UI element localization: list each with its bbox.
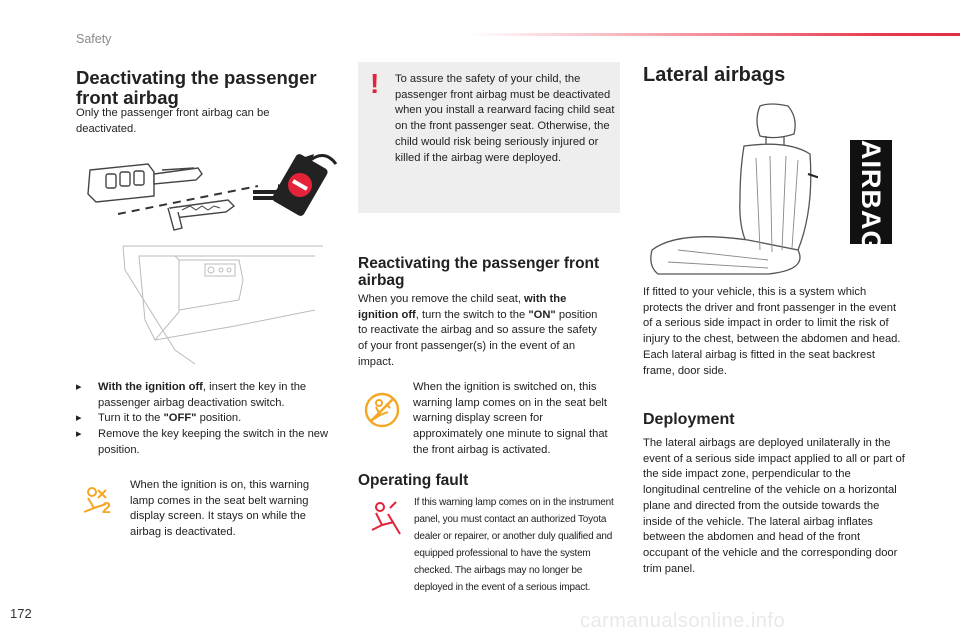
watermark: carmanualsonline.info — [580, 610, 786, 632]
reactivate-heading: Reactivating the passenger front airbag — [358, 255, 600, 289]
child-seat-warning-text: To assure the safety of your child, the passenger front airbag must be deactivated when you install a rearward facing child seat on the front passenger seat. Otherwise, the child would risk being seriously injured or killed if the airbag were deployed. — [395, 73, 615, 164]
lateral-intro: If fitted to your vehicle, this is a system which protects the driver and front passenger in the event of a serious side impact in order to limit the risk of injury to the chest, between the abdomen and head. Each lateral airbag is fitted in the seat backrest frame, door side. — [643, 286, 901, 377]
reactivate-text: When you remove the child seat, with the ignition off, turn the switch to the "ON" position to reactivate the airbag and so assure the safety of your front passenger(s) in the event of an impact. — [358, 293, 598, 368]
fault-text: If this warning lamp comes on in the instrument panel, you must contact an authorized Toyota dealer or repairer, or another duly qualified and equipped professional to have the system checked. The airbags may no longer be deployed in the event of a serious impact. — [414, 497, 614, 593]
left-heading: Deactivating the passenger front airbag — [76, 67, 317, 108]
header-accent-bar — [470, 33, 960, 36]
bullet-marker-3: ▸ — [76, 428, 82, 440]
page-number: 172 — [10, 606, 32, 621]
bullet-marker-1: ▸ — [76, 381, 82, 393]
section-title: Safety — [76, 32, 112, 46]
left-intro: Only the passenger front airbag can be deactivated. — [76, 107, 270, 135]
airbag-off-lamp-icon — [80, 486, 120, 522]
airbag-label-badge — [850, 140, 892, 253]
fault-heading: Operating fault — [358, 472, 469, 489]
deployment-heading: Deployment — [643, 411, 735, 428]
airbag-fault-lamp-icon — [366, 500, 406, 540]
airbag-on-lamp-icon — [364, 392, 400, 428]
step-2: Turn it to the "OFF" position. — [98, 412, 242, 424]
glovebox-illustration — [115, 240, 325, 372]
lamp-note: When the ignition is on, this warning lamp comes in the seat belt warning display screen. It stays on while the airbag is deactivated. — [130, 479, 310, 539]
key-switch-illustration — [78, 150, 348, 240]
bullet-marker-2: ▸ — [76, 412, 82, 424]
deployment-text: The lateral airbags are deployed unilaterally in the event of a serious side impact applied to all or part of the side impact zone, perpendicular to the longitudinal centreline of the vehicle on a horizontal plane and directed from the outside towards the inside of the vehicle. The lateral airbag inflates between the abdomen and head of the front occupant of the vehicle and the corresponding door trim panel. — [643, 437, 905, 575]
airbag-lamp-number: 2 — [102, 500, 111, 517]
exclamation-icon: ! — [370, 68, 380, 99]
lateral-airbags-heading: Lateral airbags — [643, 64, 786, 86]
seat-illustration — [648, 100, 818, 276]
step-3: Remove the key keeping the switch in the new position. — [98, 428, 329, 456]
airbag-label-text: AIRBAG — [856, 140, 886, 253]
step-1: With the ignition off, insert the key in the passenger airbag deactivation switch. — [98, 381, 307, 409]
ignition-note: When the ignition is switched on, this warning lamp comes on in the seat belt warning display screen for approximately one minute to signal that the front airbag is activated. — [413, 381, 608, 456]
